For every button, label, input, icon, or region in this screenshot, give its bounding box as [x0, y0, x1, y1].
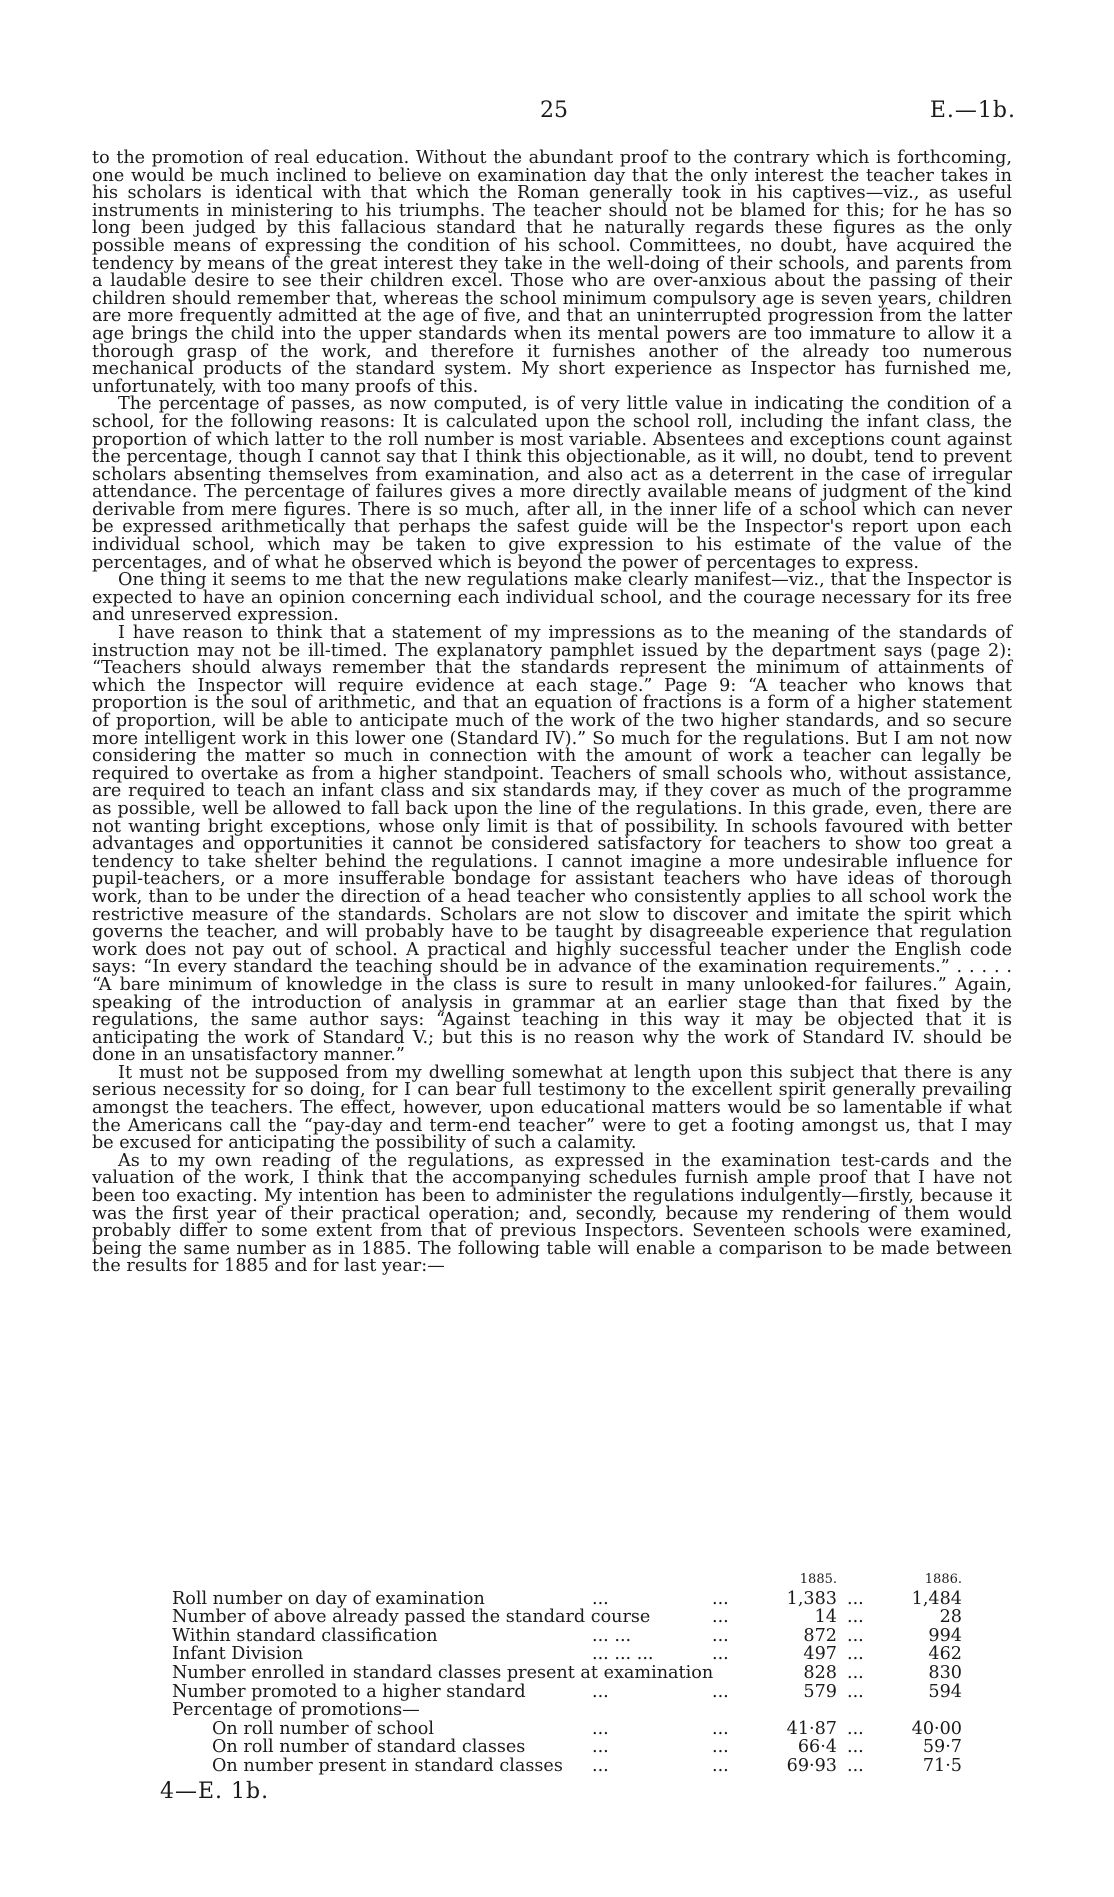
row-label: Percentage of promotions—: [172, 1700, 420, 1721]
paragraph: The percentage of passes, as now computed, is of very little value in indicating the condition of a school, for the following reasons: It is calculated upon the school roll, including the infant class, the proportion of which latter to the roll number is most variable. Absentees and exceptions count against the percentage, though I cannot say that I think this objectionable, as it will, no doubt, tend to prevent scholars absenting themselves from examination, and also act as a deterrent in the case of irregular attendance. The percentage of failures gives a more directly available means of judgment of the kind derivable from mere figures. There is so much, after all, in the inner life of a school which can never be expressed arithmetically that perhaps the safest guide will be the Inspector's report upon each individual school, which may be taken to give expression to his estimate of the value of the percentages, and of what he observed which is beyond the power of percentages to express.: [92, 394, 1012, 573]
leader-dots: ...: [592, 1755, 609, 1776]
leader-dots: ...: [847, 1718, 864, 1739]
row-label: Number of above already passed the standard course: [172, 1607, 651, 1628]
leader-dots: ...: [712, 1644, 729, 1665]
leader-dots: ...: [847, 1625, 864, 1646]
body-text: [92, 150, 1012, 1276]
value-1886: 1,484: [911, 1588, 962, 1609]
table-row: [92, 1608, 1012, 1627]
table-row: [92, 1738, 1012, 1757]
leader-dots: ...: [592, 1718, 609, 1739]
paragraph: One thing it seems to me that the new regulations make clearly manifest—viz., that the Inspector is expected to have an opinion concerning each individual school, and the courage necessary for its free and unreserved expression.: [92, 570, 1012, 626]
table-row: [92, 1757, 1012, 1776]
leader-dots: ...: [847, 1681, 864, 1702]
value-1885: 872: [803, 1625, 837, 1646]
row-label: On roll number of standard classes: [212, 1737, 526, 1758]
value-1886: 994: [928, 1625, 962, 1646]
value-1885: 69·93: [786, 1755, 837, 1776]
value-1886: 71·5: [922, 1755, 962, 1776]
column-header-1886: 1886.: [924, 1572, 962, 1587]
table-row: [92, 1701, 1012, 1720]
row-label: Roll number on day of examination: [172, 1588, 485, 1609]
leader-dots: ...: [847, 1737, 864, 1758]
page-header: [0, 98, 1114, 128]
value-1885: 66·4: [797, 1737, 837, 1758]
table-row: [92, 1627, 1012, 1646]
leader-dots: ...: [592, 1681, 609, 1702]
leader-dots: ...: [592, 1737, 609, 1758]
value-1886: 594: [928, 1681, 962, 1702]
value-1885: 497: [803, 1644, 837, 1665]
value-1885: 1,383: [786, 1588, 837, 1609]
value-1885: 41·87: [786, 1718, 837, 1739]
leader-dots: ...: [712, 1625, 729, 1646]
leader-dots: ... ...: [592, 1625, 632, 1646]
table-header-row: [92, 1571, 1012, 1590]
leader-dots: ...: [847, 1662, 864, 1683]
table-row: [92, 1590, 1012, 1609]
leader-dots: ...: [712, 1737, 729, 1758]
table-body: [92, 1590, 1012, 1776]
paragraph: to the promotion of real education. Without the abundant proof to the contrary which is forthcoming, one would be much inclined to believe on examination day that the only interest the teacher takes in his scholars is identical with that which the Roman generally took in his captives—viz., as useful instruments in ministering to his triumphs. The teacher should not be blamed for this; for he has so long been judged by this fallacious standard that he naturally regards these figures as the only possible means of expressing the condition of his school. Committees, no doubt, have acquired the tendency by means of the great interest they take in the well-doing of their schools, and parents from a laudable desire to see their children excel. Those who are over-anxious about the passing of their children should remember that, whereas the school minimum compulsory age is seven years, children are more frequently admitted at the age of five, and that an uninterrupted progression from the latter age brings the child into the upper standards when its mental powers are too immature to allow it a thorough grasp of the work, and therefore it furnishes another of the already too numerous mechanical products of the standard system. My short experience as Inspector has furnished me, unfortunately, with too many proofs of this.: [92, 148, 1012, 397]
value-1886: 59·7: [922, 1737, 962, 1758]
value-1885: 828: [803, 1662, 837, 1683]
leader-dots: ...: [712, 1755, 729, 1776]
value-1886: 462: [928, 1644, 962, 1665]
leader-dots: ...: [712, 1718, 729, 1739]
row-label: Infant Division: [172, 1644, 304, 1665]
row-label: Number promoted to a higher standard: [172, 1681, 526, 1702]
row-label: On number present in standard classes: [212, 1755, 563, 1776]
comparison-table: [92, 1571, 1012, 1776]
value-1886: 28: [939, 1607, 962, 1628]
value-1886: 40·00: [911, 1718, 962, 1739]
leader-dots: ...: [712, 1681, 729, 1702]
leader-dots: ...: [847, 1755, 864, 1776]
leader-dots: ...: [847, 1588, 864, 1609]
leader-dots: ...: [712, 1588, 729, 1609]
leader-dots: ...: [712, 1607, 729, 1628]
leader-dots: ... ... ...: [592, 1644, 654, 1665]
table-row: [92, 1645, 1012, 1664]
row-label: Number enrolled in standard classes present at examination: [172, 1662, 714, 1683]
leader-dots: ...: [847, 1644, 864, 1665]
table-row: [92, 1664, 1012, 1683]
document-reference: E.—1b.: [929, 98, 1016, 123]
paragraph: I have reason to think that a statement of my impressions as to the meaning of the standards of instruction may not be ill-timed. The explanatory pamphlet issued by the department says (page 2): “Teachers should always remember that the standards represent the minimum of attainments of which the Inspector will require evidence at each stage.” Page 9: “A teacher who knows that proportion is the soul of arithmetic, and that an equation of fractions is a form of a higher statement of proportion, will be able to anticipate much of the work of the two higher standards, and so secure more intelligent work in this lower one (Standard IV).” So much for the regulations. But I am not now considering the matter so much in connection with the amount of work a teacher can legally be required to overtake as from a higher standpoint. Teachers of small schools who, without assistance, are required to teach an infant class and six standards may, if they cover as much of the programme as possible, well be allowed to fall back upon the line of the regulations. In this grade, even, there are not wanting bright exceptions, whose only limit is that of possibility. In schools favoured with better advantages and opportunities it cannot be considered satisfactory for teachers to show too great a tendency to take shelter behind the regulations. I cannot imagine a more undesirable influence for pupil-teachers, or a more insufferable bondage for assistant teachers who have ideas of thorough work, than to be under the direction of a head teacher who consistently applies to all school work the restrictive measure of the standards. Scholars are not slow to discover and imitate the spirit which governs the teacher, and will probably have to be taught by disagreeable experience that regulation work does not pay out of school. A practical and highly successful teacher under the English code says: “In every standard the teaching should be in advance of the examination requirements.” . . . . . “A bare minimum of knowledge in the class is sure to result in many unlooked-for failures.” Again, speaking of the introduction of analysis in grammar at an earlier stage than that fixed by the regulations, the same author says: “Against teaching in this way it may be objected that it is anticipating the work of Standard V.; but this is no reason why the work of Standard IV. should be done in an unsatisfactory manner.”: [92, 623, 1012, 1066]
value-1885: 579: [803, 1681, 837, 1702]
row-label: Within standard classification: [172, 1625, 438, 1646]
leader-dots: ...: [847, 1607, 864, 1628]
page-number: 25: [540, 98, 568, 123]
paragraph: As to my own reading of the regulations, as expressed in the examination test-cards and the valuation of the work, I think that the accompanying schedules furnish ample proof that I have not been too exacting. My intention has been to administer the regulations indulgently—firstly, because it was the first year of their practical operation; and, secondly, because my rendering of them would probably differ to some extent from that of previous Inspectors. Seventeen schools were examined, being the same number as in 1885. The following table will enable a comparison to be made between the results for 1885 and for last year:—: [92, 1150, 1012, 1277]
table-row: [92, 1683, 1012, 1702]
table-row: [92, 1720, 1012, 1739]
column-header-1885: 1885.: [799, 1572, 837, 1587]
paragraph: It must not be supposed from my dwelling somewhat at length upon this subject that there is any serious necessity for so doing, for I can bear full testimony to the excellent spirit generally prevailing amongst the teachers. The effect, however, upon educational matters would be so lamentable if what the Americans call the “pay-day and term-end teacher” were to get a footing amongst us, that I may be excused for anticipating the possibility of such a calamity.: [92, 1062, 1012, 1154]
row-label: On roll number of school: [212, 1718, 434, 1739]
value-1886: 830: [928, 1662, 962, 1683]
signature-mark: 4—E. 1b.: [160, 1779, 270, 1804]
value-1885: 14: [814, 1607, 837, 1628]
leader-dots: ...: [592, 1588, 609, 1609]
